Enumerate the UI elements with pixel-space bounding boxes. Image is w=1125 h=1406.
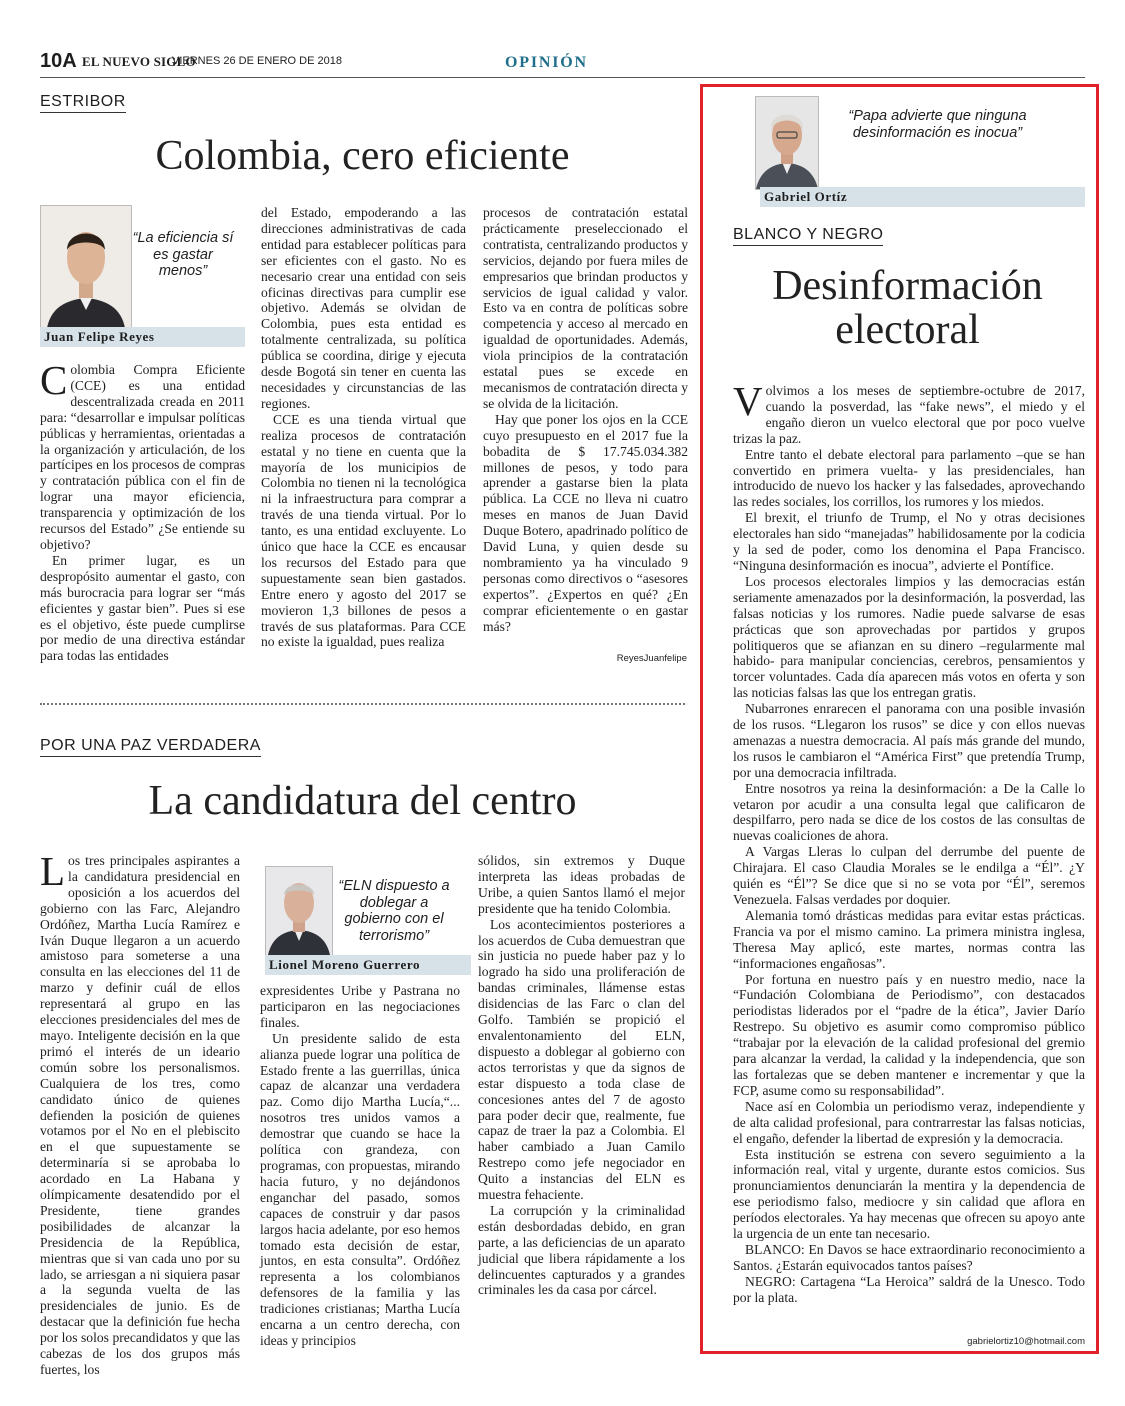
article1-column-2 [261, 205, 466, 650]
article2-column-1 [40, 848, 240, 1378]
newspaper-name: EL NUEVO SIGLO [82, 54, 196, 69]
article2-paragraph: Los acontecimientos posteriores a los acuerdos de Cuba demuestran que sin justicia no puede haber paz y lo logrado ha sido una proliferación de bandas criminales, llámense estas disidencias de las Farc o clan del Golfo. También se propició el envalentonamiento del ELN, dispuesto a doblegar al gobierno con actos terroristas y que da signos de estar dispuesto a toda clase de concesiones antes del 7 de agosto para poder decir que, realmente, fue capaz de traer la paz a Colombia. El haber cambiado a Juan Camilo Restrepo como jefe negociador en Quito a instancias del ELN es muestra fehaciente. [478, 916, 685, 1203]
article1-paragraph: procesos de contratación estatal prácticamente preseleccionado el contratista, centralizando productos y servicios, dejando por fuera miles de empresarios que brindan productos y servicios de igual calidad y valor. Esto va en contra de políticas sobre competencia y acceso al mercado en igualdad de oportunidades. Además, viola principios de la contratación estatal pues se excede en mecanismos de contratación directa y se olvida de la licitación. [483, 205, 688, 411]
article3-paragraph: Alemania tomó drásticas medidas para evitar estas prácticas. Francia va por el mismo camino. La primera ministra inglesa, Theresa May aplicó, este martes, normas contra las “informaciones engañosas”. [733, 907, 1085, 971]
article1-column-1 [40, 357, 245, 664]
article2-author: Lionel Moreno Guerrero [265, 955, 471, 975]
article2-dropcap: L [40, 848, 66, 894]
article1-author: Juan Felipe Reyes [40, 327, 245, 347]
article3-paragraph: Esta institución se estrena con severo seguimiento a la información real, vital y urgente, durante estos comicios. Sus pronunciamientos denunciarán la mentira y la dependencia de ese periodismo falso, mediocre y sin calidad que aflora en períodos electorales. Ya hay mecenas que ofrecen su apoyo ante la urgencia de un ente tan necesario. [733, 1146, 1085, 1242]
article2-column-3 [478, 853, 685, 1298]
article2-paragraph: sólidos, sin extremos y Duque interpreta las ideas probadas de Uribe, a quien Santos llamó el mejor presidente que ha tenido Colombia. [478, 853, 685, 916]
article3-quote: “Papa advierte que ninguna desinformación es inocua” [848, 108, 1027, 141]
article1-paragraph: del Estado, empoderando a las direcciones administrativas de cada entidad para establecer políticas para ser eficientes con el gasto. No es necesario crear una entidad con seis oficinas directivas para cumplir ese objetivo. Además se olvidan de Colombia, pues esta entidad es totalmente centralizada, su política pública se coordina, dirige y ejecuta desde Bogotá sin tener en cuenta las necesidades y circunstancias de las regiones. [261, 205, 466, 411]
article3-paragraph: Nace así en Colombia un periodismo veraz, independiente y de alta calidad profesional, para contrarrestar las falsas noticias, el engaño, defender la libertad de expresión y la democracia. [733, 1098, 1085, 1146]
article2-column-2 [260, 983, 460, 1349]
article3-body [733, 378, 1085, 1306]
article1-headline: Colombia, cero eficiente [155, 133, 570, 179]
author-photo-gabriel-ortiz [755, 96, 819, 190]
page-number: 10A [40, 50, 77, 72]
article3-paragraph: Los procesos electorales limpios y las democracias están seriamente amenazados por la desinformación, la posverdad, las falsas noticias y los rumores. Nadie puede salvarse de esas prácticas que son aprovechadas por partidos y grupos politiqueros que se afianzan en su dinero –regularmente mal habido- para manipular conciencias, cerebros, pensamientos y torcer voluntades. Cada día aparecen más votos en oferta y son las noticias falsas las que los entregan gratis. [733, 573, 1085, 701]
article3-paragraph: olvimos a los meses de septiembre-octubre de 2017, cuando la posverdad, las “fake news”, el miedo y el engaño dieron un vuelco electoral que por poco vuelve trizas la paz. [733, 383, 1085, 446]
article2-paragraph: expresidentes Uribe y Pastrana no participaron en las negociaciones finales. [260, 983, 460, 1030]
author-photo-lionel-moreno-guerrero [265, 866, 333, 956]
article1-signature: ReyesJuanfelipe [616, 653, 687, 664]
article3-author: Gabriel Ortíz [760, 187, 1085, 207]
article1-quote: “La eficiencia sí es gastar menos” [132, 230, 234, 280]
article3-paragraph: Entre nosotros ya reina la desinformación: a De la Calle lo vetaron por acudir a una consulta legal que calificaron de despilfarro, pero nada se dice de los costos de las consultas de nuevas coaliciones de ahora. [733, 780, 1085, 844]
article3-paragraph: El brexit, el triunfo de Trump, el No y otras decisiones electorales han sido “manejadas” habilidosamente por la codicia y la sed de poder, como los denomina el Papa Francisco. “Ninguna desinformación es inocua”, advierte el Pontífice. [733, 510, 1085, 573]
article3-signature: gabrielortiz10@hotmail.com [967, 1336, 1085, 1347]
article2-paragraph: os tres principales aspirantes a la candidatura presidencial en oposición a los acuerdos del gobierno con las Farc, Alejandro Ordóñez, Martha Lucía Ramírez e Iván Duque llegaron a un acuerdo amistoso para someterse a una consulta en las elecciones del 11 de marzo y definir cuál de ellos representará al grupo en las elecciones presidenciales del mes de mayo. Inteligente decisión en la que primó el interés de un ideario común sobre los personalismos. Cualquiera de los tres, como candidato único de quienes defienden la posición de quienes votamos por el No en el plebiscito en el que supuestamente se determinaría si se aprobaba lo acordado en La Habana y olímpicamente desatendido por el Presidente, tiene grandes posibilidades de alcanzar la Presidencia de la República, mientras que si van cada uno por su lado, se arriesgan a ni siquiera pasar a la segunda vuelta de las presidenciales de junio. Es de destacar que la definición fue hecha por los solos precandidatos y que las cabezas de los dos grupos más fuertes, los [40, 853, 240, 1377]
article2-kicker: POR UNA PAZ VERDADERA [40, 737, 261, 757]
article3-headline-line2: electoral [835, 307, 980, 354]
article2-paragraph: La corrupción y la criminalidad están desbordadas debido, en gran parte, a las deficiencias de un aparato judicial que libera rápidamente a los delincuentes capturados y a grandes criminales les da casa por cárcel. [478, 1202, 685, 1298]
article3-paragraph: A Vargas Lleras lo culpan del derrumbe del puente de Chirajara. El caso Claudia Morales se le endilga a “Él”. ¿Y quién es “Él”? Se dice que si no se vota por “Él”, seremos Venezuela. Falsas verdades por doquier. [733, 844, 1085, 907]
article3-paragraph: Nubarrones enrarecen el panorama con una posible invasión de los rusos. “Llegaron los rusos” se dice y con ellos nuevas amenazas a nuestra democracia. Al país más grande del mundo, los rusos le cambiaron el “América First” que pretendía Trump, por una democracia infiltrada. [733, 701, 1085, 780]
article3-headline-line1: Desinformación [772, 263, 1043, 309]
article-divider [40, 703, 685, 705]
article3-paragraph: Entre tanto el debate electoral para parlamento –que se han convertido en primera vuelta- y las presidenciales, han introducido de nuevo los hacker y las falsedades, aprovechando las redes sociales, los corrillos, los rumores y los miedos. [733, 446, 1085, 510]
article3-paragraph: NEGRO: Cartagena “La Heroica” saldrá de la Unesco. Todo por la plata. [733, 1273, 1085, 1305]
article3-dropcap: V [733, 378, 763, 424]
author-photo-juan-felipe-reyes [40, 205, 132, 329]
article1-paragraph: olombia Compra Eficiente (CCE) es una entidad descentralizada creada en 2011 para: “desarrollar e impulsar políticas públicas y herramientas, orientadas a la organización y articulación, de los partícipes en los procesos de compras y contratación pública con el fin de lograr una mayor eficiencia, transparencia y optimización de los recursos del Estado” ¿Se entiende su objetivo? [40, 362, 245, 552]
masthead-rule [40, 77, 1085, 78]
issue-date: VIERNES 26 DE ENERO DE 2018 [172, 55, 342, 67]
article1-column-3 [483, 205, 688, 634]
article3-paragraph: Por fortuna en nuestro país y en nuestro medio, nace la “Fundación Colombiana de Periodismo”, con destacados periodistas liderados por el “padre de la ética”, Javier Darío Restrepo. Su objetivo es asumir como compromiso público “trabajar por la elevación de la calidad profesional del gremio para alcanzar la verdad, la calidad y la independencia, que son las fortalezas que se deben mantener e incrementar y que la FCP, asume como su responsabilidad”. [733, 971, 1085, 1098]
article1-kicker: ESTRIBOR [40, 93, 126, 113]
article1-paragraph: CCE es una tienda virtual que realiza procesos de contratación estatal y no tiene en cuenta que la mayoría de los municipios de Colombia no tienen ni la tecnológica ni la infraestructura para comprar a través de una tienda virtual. Por lo tanto, es una entidad excluyente. Lo único que hace la CCE es encausar los recursos del Estado para que supuestamente sean bien gastados. Entre enero y agosto del 2017 se movieron 1,3 billones de pesos a través de sus plataformas. Para CCE no existe la igualdad, pues realiza [261, 411, 466, 650]
section-title: OPINIÓN [505, 54, 588, 71]
article2-paragraph: Un presidente salido de esta alianza puede lograr una política de Estado frente a las guerrillas, única capaz de alcanzar una verdadera paz. Como dijo Martha Lucía,“... nosotros tres unidos vamos a demostrar que cuando se hace la política con grandeza, con programas, con propuestas, mirando hacia futuro, y no dejándonos enganchar del pasado, somos capaces de construir y dar pasos largos hacia adelante, por eso hemos tomado esta decisión de estar, juntos, en esta consulta”. Ordóñez representa a los colombianos defensores de la familia y las tradiciones cristianas; Martha Lucía encarna a un centro derecha, con ideas y principios [260, 1030, 460, 1348]
article2-quote: “ELN dispuesto a doblegar a gobierno con el terrorismo” [338, 878, 450, 945]
article3-paragraph: BLANCO: En Davos se hace extraordinario reconocimiento a Santos. ¿Estarán equivocados tantos países? [733, 1241, 1085, 1273]
article1-dropcap: C [40, 357, 68, 403]
article3-kicker: BLANCO Y NEGRO [733, 226, 883, 246]
article1-paragraph: Hay que poner los ojos en la CCE cuyo presupuesto en el 2017 fue la bobadita de $ 17.745.034.382 millones de pesos, y todo para aprender a gastarse bien la plata pública. La CCE no lleva ni cuatro meses en manos de Juan David Duque Botero, apadrinado político de David Luna, y quien desde su nombramiento ya ha vinculado 9 personas como directivos o “asesores expertos”. ¿Expertos en qué? ¿En comprar eficientemente o en gastar más? [483, 411, 688, 634]
article2-headline: La candidatura del centro [148, 778, 577, 824]
article3-headline [710, 264, 1105, 352]
article1-paragraph: En primer lugar, es un despropósito aumentar el gasto, con más burocracia para lograr ser “más eficientes y gastar bien”. Pues si ese es el objetivo, éste puede cumplirse por medio de una directiva estándar para todas las entidades [40, 552, 245, 664]
